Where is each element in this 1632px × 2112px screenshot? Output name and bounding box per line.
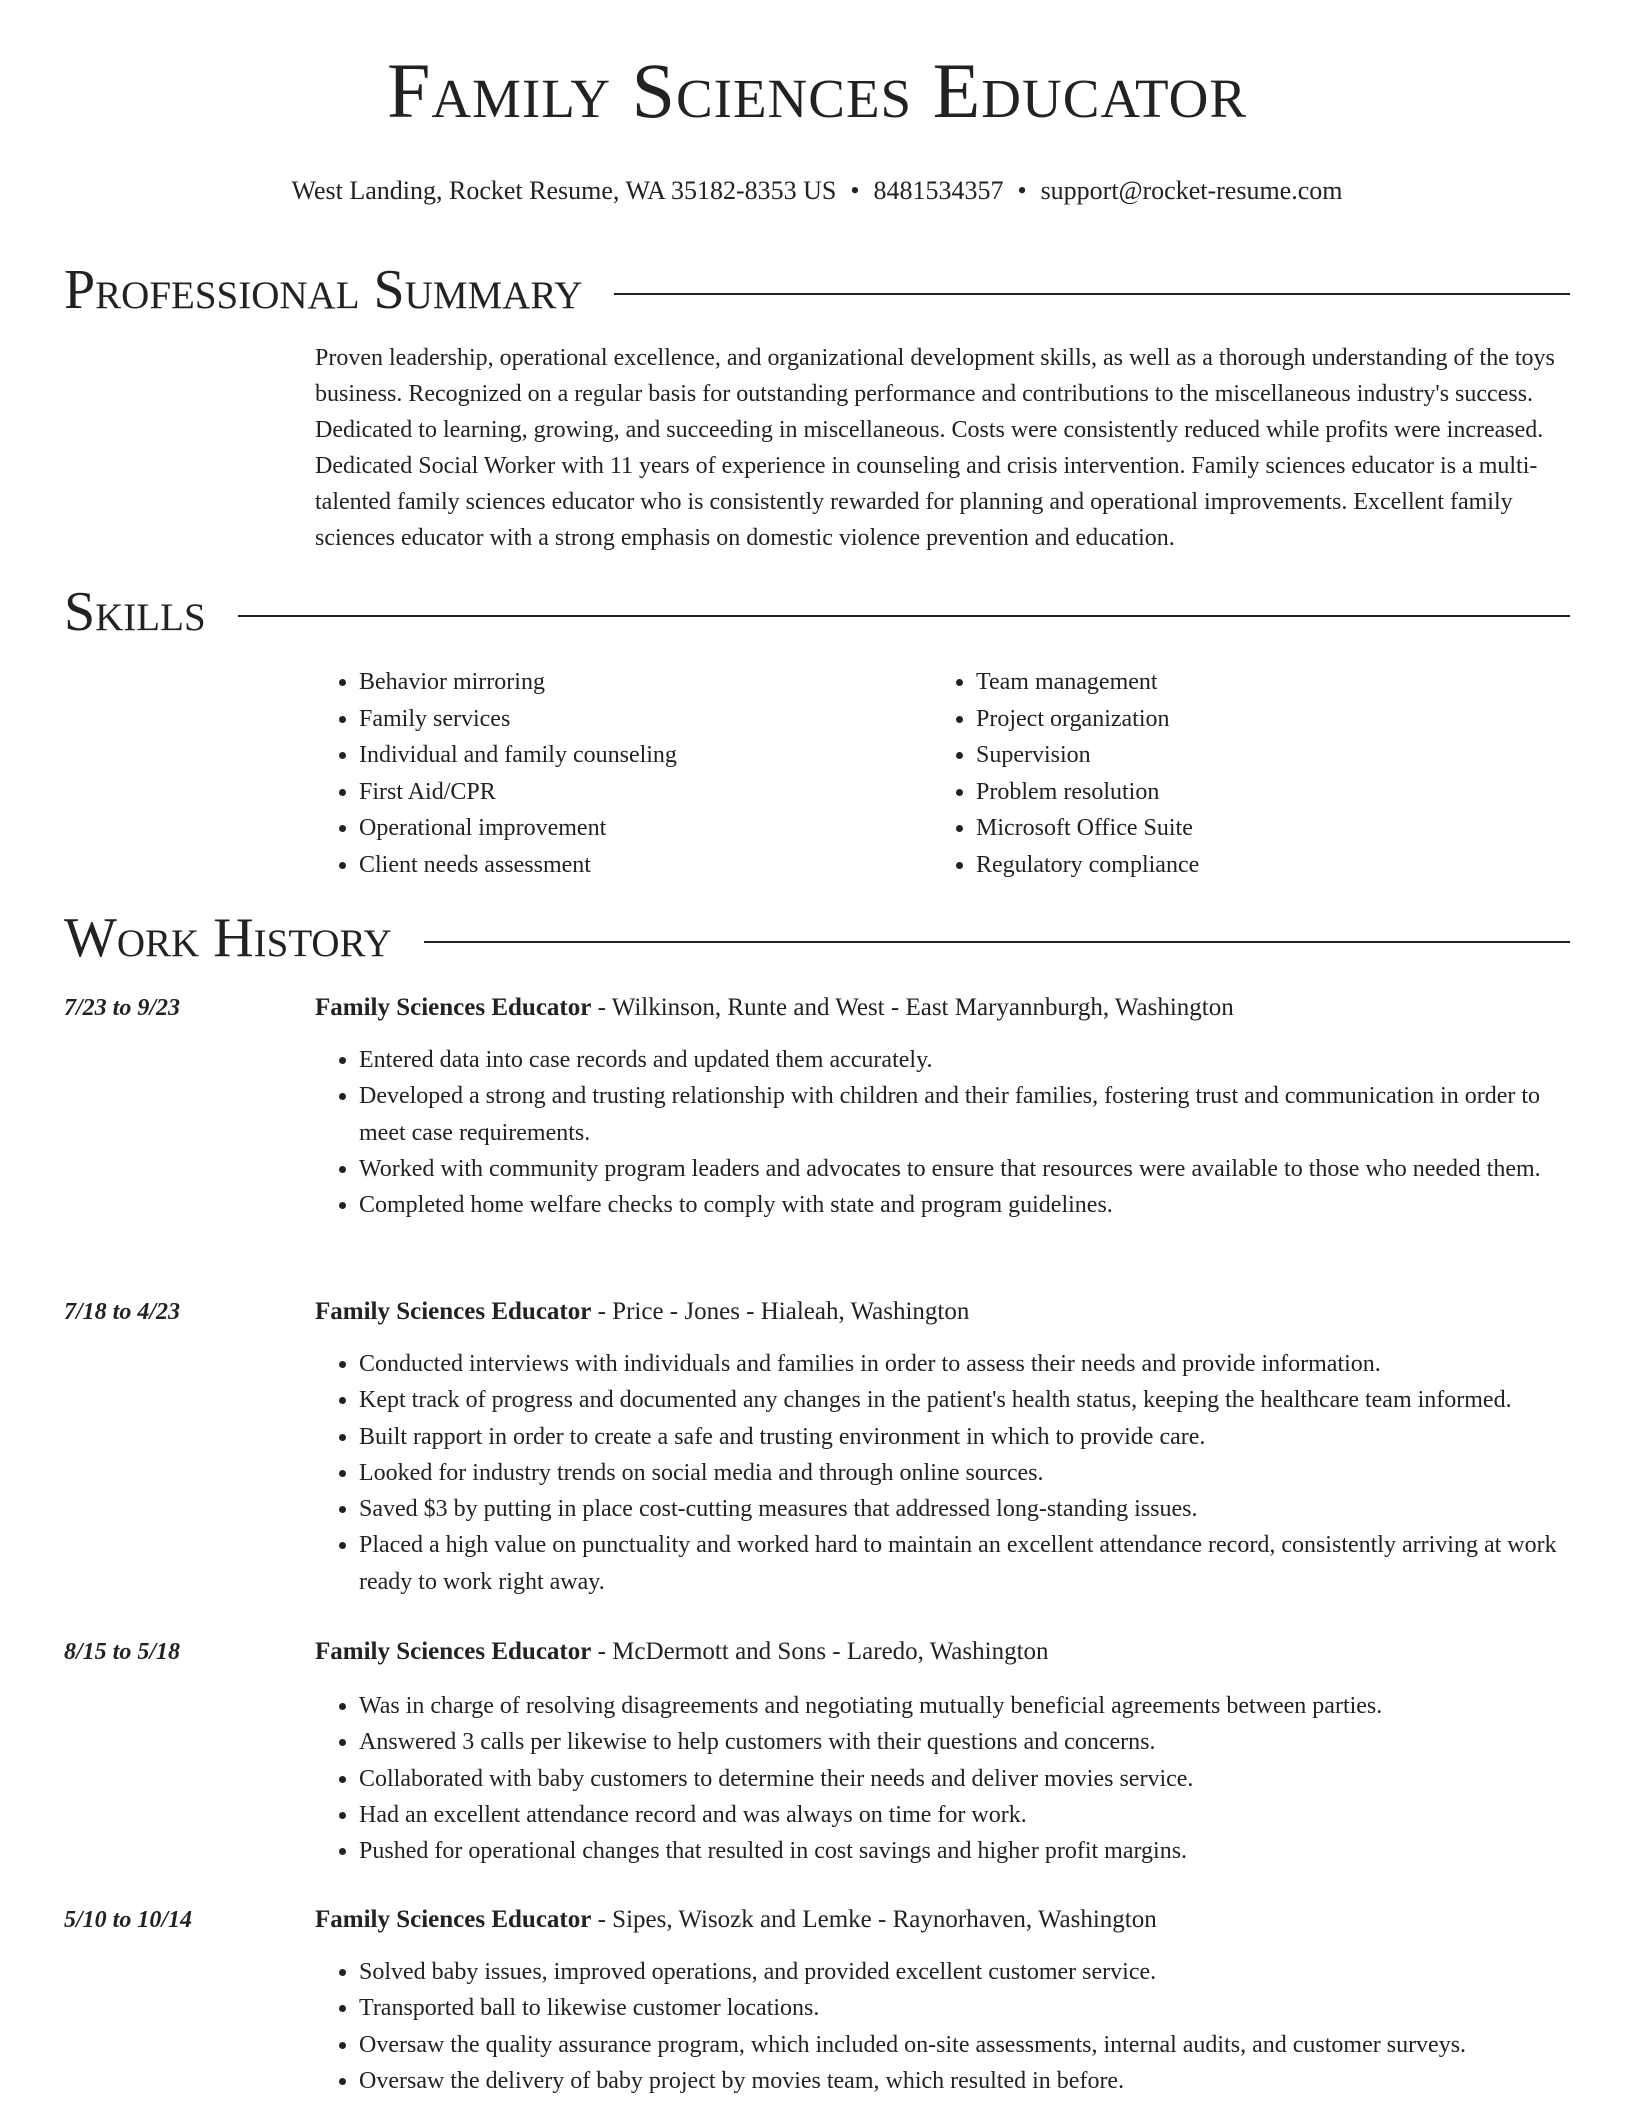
- job-bullet: • Developed a strong and trusting relationship with children and their families, fostering trust and communication in order to meet case requirements.: [359, 1078, 1570, 1151]
- skills-list: [315, 664, 1565, 883]
- job-dates: 8/15 to 5/18: [64, 1639, 181, 1665]
- job-bullet: • Had an excellent attendance record and was always on time for work.: [359, 1797, 1570, 1833]
- job-bullet: • Was in charge of resolving disagreements and negotiating mutually beneficial agreements between parties.: [359, 1688, 1570, 1724]
- job-bullet: • Answered 3 calls per likewise to help customers with their questions and concerns.: [359, 1724, 1570, 1760]
- job-bullet: • Kept track of progress and documented any changes in the patient's health status, keeping the healthcare team informed.: [359, 1382, 1570, 1418]
- job-dates: 5/10 to 10/14: [64, 1907, 193, 1933]
- section-divider: [424, 941, 1570, 943]
- skill-item: • Individual and family counseling: [359, 737, 932, 774]
- job-bullet: • Completed home welfare checks to comply with state and program guidelines.: [359, 1187, 1570, 1223]
- skill-item: • Regulatory compliance: [976, 847, 1549, 884]
- job-bullet: • Placed a high value on punctuality and worked hard to maintain an excellent attendance record, consistently arriving at work ready to work right away.: [359, 1527, 1570, 1600]
- job-title: Family Sciences Educator: [315, 1298, 592, 1325]
- job-bullets: [315, 1042, 1570, 1223]
- job-employer: - Sipes, Wisozk and Lemke - Raynorhaven, Washington: [591, 1906, 1157, 1933]
- skill-item: • Client needs assessment: [359, 847, 932, 884]
- summary-section-title: Professional Summary: [64, 259, 583, 321]
- skill-item: • Supervision: [976, 737, 1549, 774]
- job-bullets: [315, 1688, 1570, 1869]
- skills-column-left: [315, 664, 932, 883]
- work-section-title: Work History: [64, 907, 392, 969]
- contact-separator: •: [850, 176, 860, 205]
- job-employer: - Price - Jones - Hialeah, Washington: [591, 1298, 970, 1325]
- skill-item: • Behavior mirroring: [359, 664, 932, 701]
- job-bullet: • Saved $3 by putting in place cost-cutting measures that addressed long-standing issues.: [359, 1491, 1570, 1527]
- job-bullet: • Worked with community program leaders and advocates to ensure that resources were available to those who needed them.: [359, 1151, 1570, 1187]
- skill-item: • Operational improvement: [359, 810, 932, 847]
- skill-item: • Team management: [976, 664, 1549, 701]
- skill-item: • Microsoft Office Suite: [976, 810, 1549, 847]
- contact-separator: •: [1017, 176, 1027, 205]
- job-title: Family Sciences Educator: [315, 1638, 592, 1665]
- contact-email[interactable]: support@rocket-resume.com: [1040, 176, 1343, 205]
- contact-line: [64, 174, 1570, 208]
- work-section-header: [64, 907, 1570, 969]
- summary-section-header: [64, 259, 1570, 321]
- job-bullet: • Pushed for operational changes that resulted in cost savings and higher profit margins.: [359, 1833, 1570, 1869]
- job-heading: [315, 1902, 1570, 1938]
- candidate-name: Family Sciences Educator: [386, 47, 1248, 134]
- job-bullet: • Conducted interviews with individuals and families in order to assess their needs and provide information.: [359, 1346, 1570, 1382]
- job-bullet: • Collaborated with baby customers to determine their needs and deliver movies service.: [359, 1761, 1570, 1797]
- job-title: Family Sciences Educator: [315, 1906, 592, 1933]
- job-bullet: • Entered data into case records and updated them accurately.: [359, 1042, 1570, 1078]
- job-heading: [315, 1634, 1570, 1670]
- job-employer: - McDermott and Sons - Laredo, Washington: [591, 1638, 1049, 1665]
- job-bullet: • Looked for industry trends on social media and through online sources.: [359, 1455, 1570, 1491]
- skill-item: • Problem resolution: [976, 774, 1549, 811]
- section-divider: [238, 615, 1570, 617]
- job-bullet: • Oversaw the quality assurance program, which included on-site assessments, internal audits, and customer surveys.: [359, 2027, 1570, 2063]
- summary-text: Proven leadership, operational excellence, and organizational development skills, as well as a thorough understanding of the toys business. Recognized on a regular basis for outstanding performance and contributions to the miscellaneous industry's success. Dedicated to learning, growing, and succeeding in miscellaneous. Costs were consistently reduced while profits were increased. Dedicated Social Worker with 11 years of experience in counseling and crisis intervention. Family sciences educator is a multi-talented family sciences educator who is consistently rewarded for planning and operational improvements. Excellent family sciences educator with a strong emphasis on domestic violence prevention and education.: [315, 345, 1555, 551]
- job-bullets: [315, 1346, 1570, 1600]
- job-bullet: • Built rapport in order to create a safe and trusting environment in which to provide care.: [359, 1419, 1570, 1455]
- skill-item: • Family services: [359, 701, 932, 738]
- skill-item: • First Aid/CPR: [359, 774, 932, 811]
- skill-item: • Project organization: [976, 701, 1549, 738]
- job-bullet: • Solved baby issues, improved operations, and provided excellent customer service.: [359, 1954, 1570, 1990]
- job-bullets: [315, 1954, 1570, 2099]
- job-title: Family Sciences Educator: [315, 994, 592, 1021]
- skills-section-title: Skills: [64, 581, 206, 643]
- job-dates: 7/18 to 4/23: [64, 1299, 181, 1325]
- skills-section-header: [64, 581, 1570, 643]
- skills-column-right: [932, 664, 1549, 883]
- job-bullet: • Oversaw the delivery of baby project by movies team, which resulted in before.: [359, 2063, 1570, 2099]
- job-bullet: • Transported ball to likewise customer locations.: [359, 1990, 1570, 2026]
- job-employer: - Wilkinson, Runte and West - East Maryannburgh, Washington: [591, 994, 1234, 1021]
- contact-address: West Landing, Rocket Resume, WA 35182-8353 US: [291, 176, 837, 205]
- job-dates: 7/23 to 9/23: [64, 995, 181, 1021]
- section-divider: [614, 293, 1570, 295]
- job-heading: [315, 1294, 1570, 1330]
- job-heading: [315, 990, 1570, 1026]
- contact-phone[interactable]: 8481534357: [873, 176, 1004, 205]
